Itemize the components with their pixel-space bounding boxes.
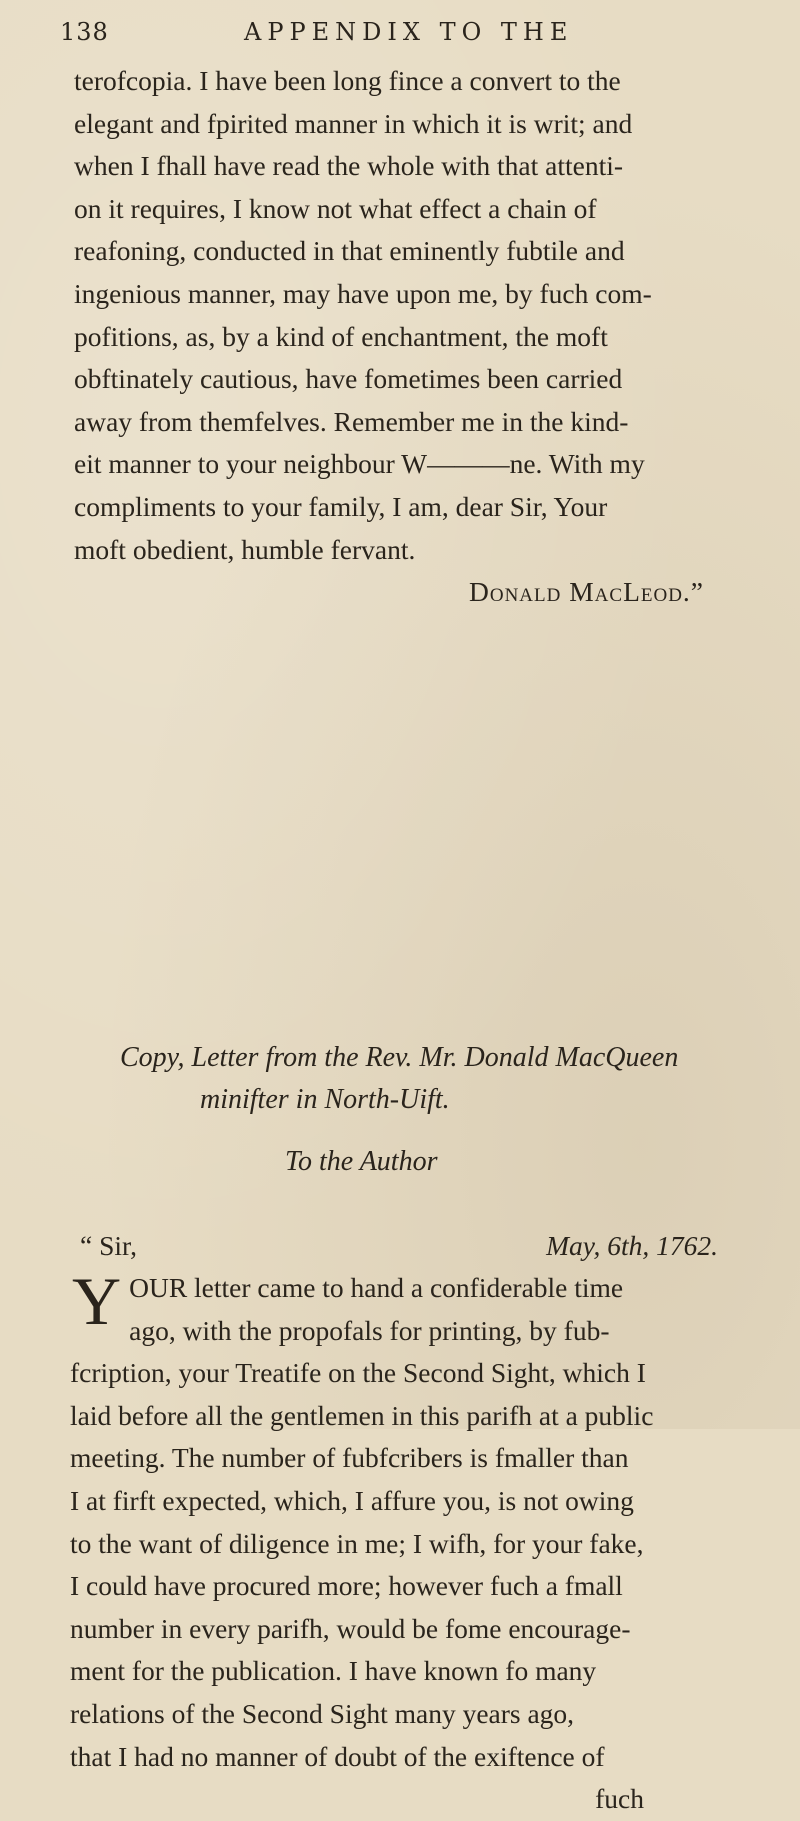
running-head bbox=[60, 18, 738, 54]
heading-line: Copy, Letter from the Rev. Mr. Donald MacQueen bbox=[120, 1042, 679, 1073]
running-title: APPENDIX TO THE bbox=[244, 18, 574, 46]
addressee: To the Author bbox=[285, 1146, 438, 1177]
text-line: number in every parifh, would be fome encourage- bbox=[70, 1612, 631, 1644]
text-line: when I fhall have read the whole with that attenti- bbox=[74, 150, 624, 182]
text-line: moft obedient, humble fervant. bbox=[74, 533, 416, 565]
text-line: compliments to your family, I am, dear Sir, Your bbox=[74, 490, 608, 522]
text-line: laid before all the gentlemen in this parifh at a public bbox=[70, 1399, 654, 1431]
first-paragraph bbox=[70, 1263, 740, 1821]
letter-date: May, 6th, 1762. bbox=[546, 1230, 718, 1261]
page-number: 138 bbox=[60, 18, 109, 46]
text-line: to the want of diligence in me; I wifh, for your fake, bbox=[70, 1527, 644, 1559]
text-line: meeting. The number of fubfcribers is fmaller than bbox=[70, 1442, 629, 1474]
text-line: away from themfelves. Remember me in the kind- bbox=[74, 405, 629, 437]
letter-body bbox=[70, 1225, 740, 1821]
text-line: fcription, your Treatife on the Second Sight, which I bbox=[70, 1357, 646, 1389]
text-line: relations of the Second Sight many years ago, bbox=[70, 1697, 575, 1729]
text-line: obftinately cautious, have fometimes been carried bbox=[74, 363, 623, 395]
text-line: on it requires, I know not what effect a chain of bbox=[74, 192, 597, 224]
text-line: elegant and fpirited manner in which it is writ; and bbox=[74, 107, 633, 139]
letter-heading bbox=[120, 1037, 780, 1121]
signature: Donald MacLeod.” bbox=[469, 576, 704, 608]
text-line: I could have procured more; however fuch a fmall bbox=[70, 1570, 623, 1602]
salutation: “ Sir, bbox=[80, 1230, 137, 1261]
catchword: fuch bbox=[595, 1783, 644, 1815]
dateline bbox=[70, 1225, 740, 1267]
text-line: I at firft expected, which, I affure you, is not owing bbox=[70, 1484, 634, 1516]
letter-continuation bbox=[74, 60, 738, 614]
text-line: terofcopia. I have been long fince a convert to the bbox=[74, 65, 621, 96]
heading-line: minifter in North-Uift. bbox=[200, 1084, 450, 1115]
text-line: ment for the publication. I have known fo many bbox=[70, 1655, 597, 1687]
text-line: that I had no manner of doubt of the exiftence of bbox=[70, 1740, 605, 1772]
text-line: ingenious manner, may have upon me, by fuch com- bbox=[74, 277, 652, 309]
text-line: pofitions, as, by a kind of enchantment, the moft bbox=[74, 320, 608, 352]
text-line: ago, with the propofals for printing, by fub- bbox=[129, 1314, 610, 1346]
drop-cap: Y bbox=[72, 1263, 122, 1339]
text-line: eit manner to your neighbour W———ne. With my bbox=[74, 448, 645, 480]
text-line: reafoning, conducted in that eminently fubtile and bbox=[74, 235, 625, 267]
text-line: OUR letter came to hand a confiderable time bbox=[129, 1272, 624, 1303]
